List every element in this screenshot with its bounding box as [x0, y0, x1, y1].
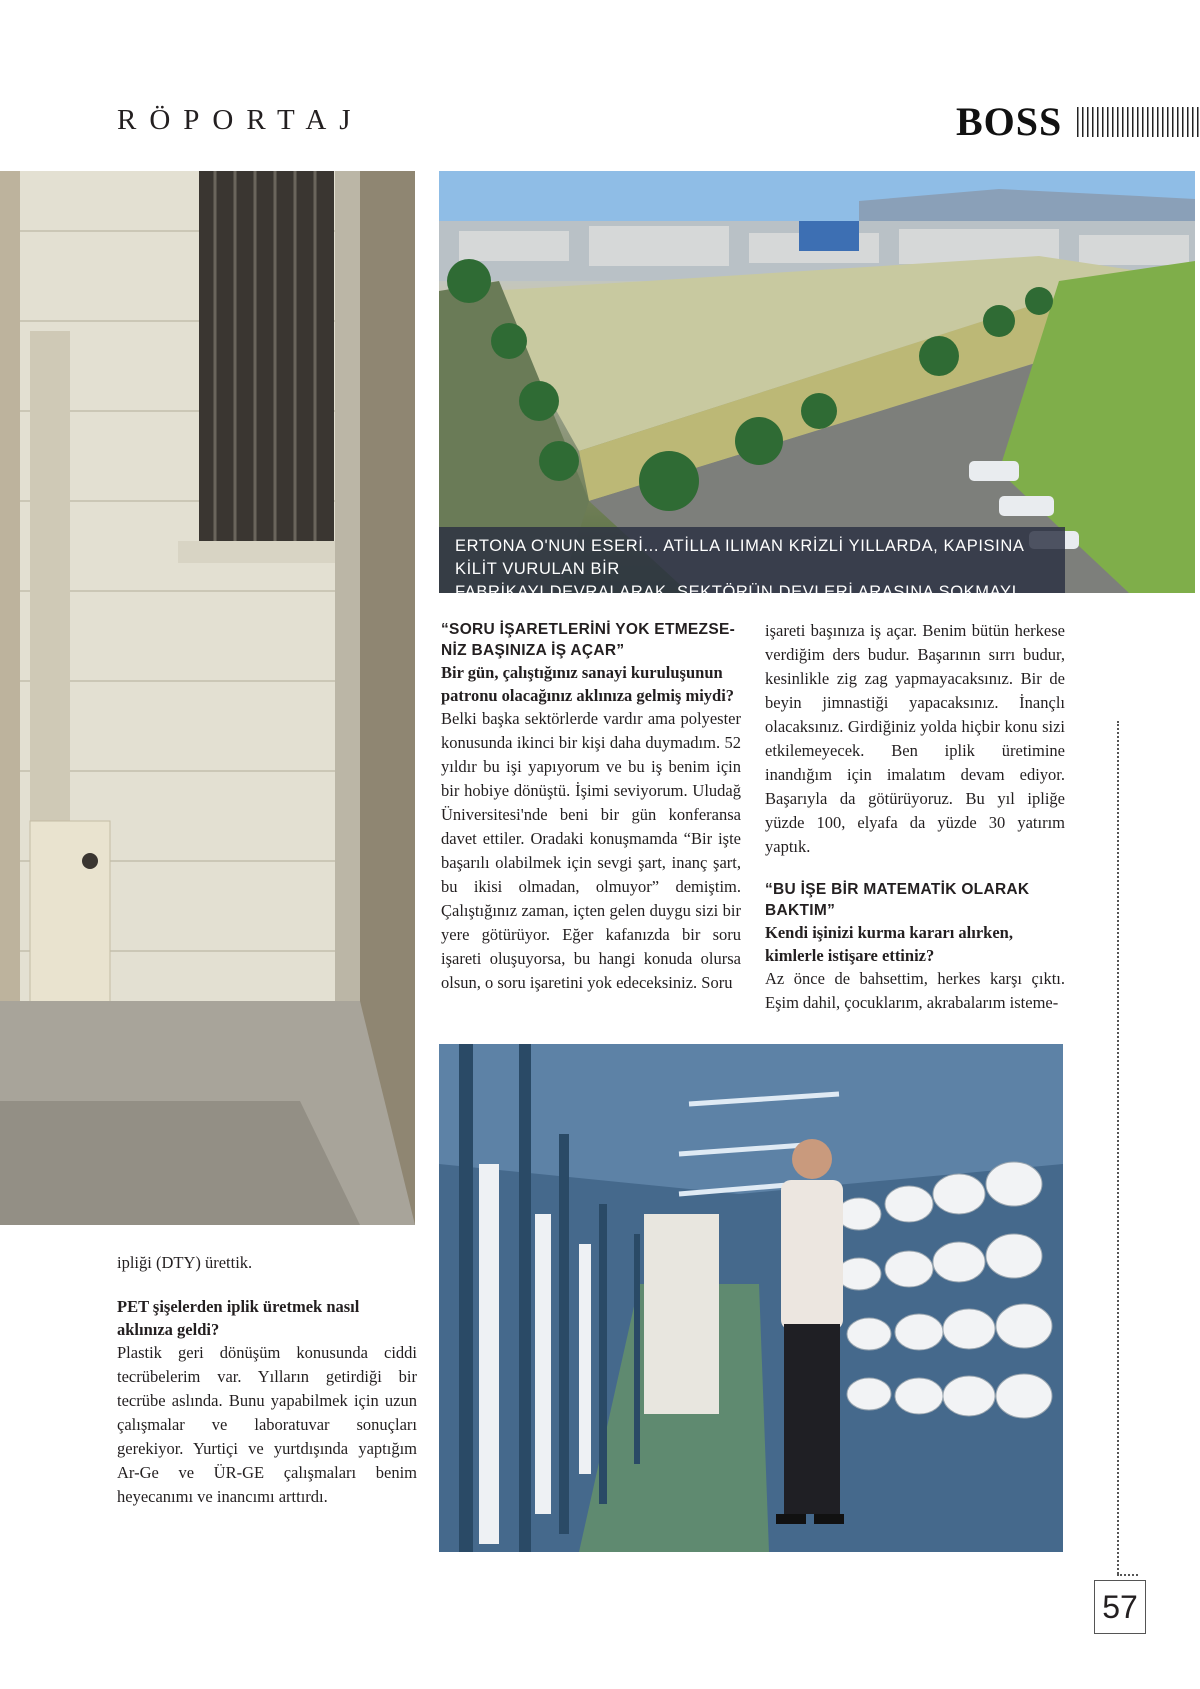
section-title: RÖPORTAJ — [117, 104, 364, 136]
answer-paragraph-2: işareti başınıza iş açar. Benim bütün herkese verdiğim ders budur. Başarının sırrı budur, kesinlikle zig zag yapmayacaksınız. Bir de beyin jimnastiği yapacaksınız. İnançlı olacaksınız. Girdiğiniz yolda hiçbir konu sizi etkilemeyecek. Ben iplik üretimine inandığım için imalatım devam ediyor. Başarıyla da götürüyoruz. Bu yıl ipliğe yüzde 100, elyafa da yüzde 30 yatırım yaptık. — [765, 621, 1065, 856]
building-wall-photo — [0, 171, 415, 1225]
answer-paragraph-1: Belki başka sektörlerde vardır ama polyester konusunda ikinci bir kişi daha duymadım. 52 yıldır bu işi yapıyorum ve bu iş benim için bir hobiye dönüştü. İşimi seviyorum. Uludağ Üniversitesi'nde beni bir gün konferansa davet ettiler. Oradaki konuşmamda “Bir işte başarılı olabilmek için sevgi şart, inanç şart, bu ikisi olmadan, olmuyor” demiştim. Çalıştığınız zaman, içten gelen duygu sizi bir yere götürüyor. Eğer kafanızda bir soru işareti oluşuyorsa, bu hangi konuda olursa olsun, o soru işaretini yok edeceksiniz. Soru — [441, 709, 741, 992]
logo-stripes — [1077, 107, 1200, 137]
page-number: 57 — [1094, 1580, 1146, 1634]
article-column-3 — [117, 1251, 417, 1509]
interview-question-1: Bir gün, çalıştığınız sanayi kuruluşunun patronu olacağınız aklınıza gelmiş miydi? — [441, 663, 735, 705]
caption-line-2: FABRİKAYI DEVRALARAK, SEKTÖRÜN DEVLERİ ARASINA SOKMAYI BAŞARDI. — [455, 583, 1017, 624]
interview-question-3: PET şişelerden iplik üretmek nasıl aklınıza geldi? — [117, 1297, 360, 1339]
page-frame-dotted-line — [1117, 721, 1119, 1574]
article-column-1 — [441, 619, 741, 995]
interview-question-2: Kendi işinizi kurma kararı alırken, kimlerle istişare ettiniz? — [765, 923, 1013, 965]
answer-paragraph-5: Plastik geri dönüşüm konusunda ciddi tecrübelerim var. Yılların getirdiği bir tecrübe aslında. Bunu yapabilmek için uzun çalışmalar ve laboratuvar sonuçları gerekiyor. Yurtiçi ve yurtdışında yaptığım Ar-Ge ve ÜR-GE çalışmaları benim heyecanımı ve inancımı arttırdı. — [117, 1343, 417, 1506]
wall-photo-art — [0, 171, 415, 1225]
textile-mill-photo — [439, 1044, 1063, 1552]
mill-photo-art — [439, 1044, 1063, 1552]
photo-caption — [439, 527, 1065, 624]
answer-paragraph-3: Az önce de bahsettim, herkes karşı çıktı. Eşim dahil, çocuklarım, akrabalarım isteme- — [765, 969, 1065, 1012]
answer-paragraph-4: ipliği (DTY) ürettik. — [117, 1253, 253, 1272]
subheading-1: “SORU İŞARETLERİNİ YOK ETMEZSE-NİZ BAŞINIZA İŞ AÇAR” — [441, 621, 736, 659]
subheading-2: “BU İŞE BİR MATEMATİK OLARAK BAKTIM” — [765, 881, 1030, 919]
article-column-2 — [765, 619, 1065, 1015]
magazine-logo: BOSS — [956, 99, 1063, 144]
caption-line-1: ERTONA O'NUN ESERİ... ATİLLA ILIMAN KRİZLİ YILLARDA, KAPISINA KİLİT VURULAN BİR — [455, 537, 1024, 578]
page-frame-dotted-line-horizontal — [1117, 1574, 1138, 1576]
